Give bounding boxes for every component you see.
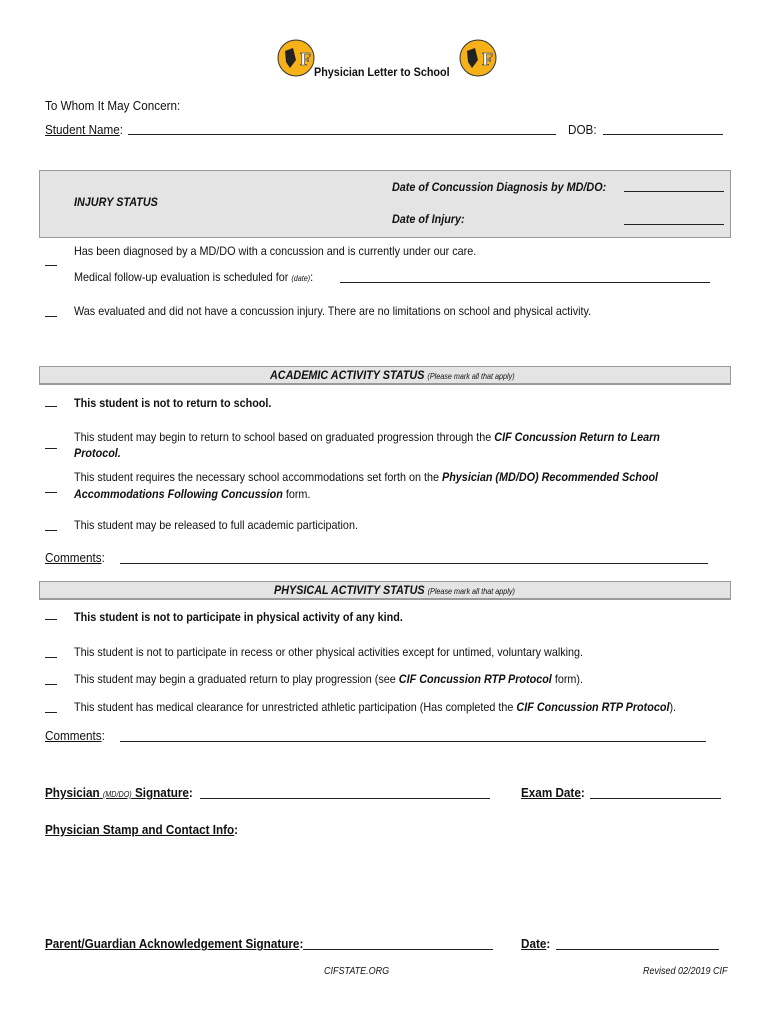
greeting: To Whom It May Concern: [45, 98, 181, 113]
cif-logo-right [458, 38, 498, 78]
divider [39, 599, 731, 600]
physical-option-none: This student is not to participate in physical activity of any kind. [74, 610, 403, 624]
injury-date-field[interactable] [624, 224, 724, 225]
checkbox-physical-graduated[interactable] [45, 684, 57, 685]
physical-status-heading: PHYSICAL ACTIVITY STATUS (Please mark all that apply) [274, 583, 515, 597]
student-name-label: Student Name: [45, 122, 124, 137]
exam-date-field[interactable] [590, 798, 721, 799]
checkbox-physical-walking[interactable] [45, 657, 57, 658]
academic-status-heading: ACADEMIC ACTIVITY STATUS (Please mark all that apply) [270, 368, 515, 382]
parent-date-field[interactable] [556, 949, 719, 950]
dob-label: DOB: [568, 122, 597, 137]
checkbox-injury-none[interactable] [45, 316, 57, 317]
physician-signature-field[interactable] [200, 798, 490, 799]
exam-date-label: Exam Date: [521, 785, 585, 800]
physical-option-walking: This student is not to participate in recess or other physical activities except for untimed, voluntary walking. [74, 645, 584, 659]
academic-option-no-return: This student is not to return to school. [74, 396, 272, 410]
svg-text:F: F [300, 49, 311, 69]
cif-logo-icon [458, 38, 498, 78]
physician-stamp-area[interactable] [45, 842, 725, 926]
parent-signature-field[interactable] [303, 949, 493, 950]
physical-comments-field[interactable] [120, 741, 706, 742]
checkbox-academic-no-return[interactable] [45, 406, 57, 407]
parent-date-label: Date: [521, 936, 551, 951]
checkbox-academic-accommodations[interactable] [45, 492, 57, 493]
injury-option-none: Was evaluated and did not have a concussion injury. There are no limitations on school and physical activity. [74, 304, 592, 318]
academic-comments-field[interactable] [120, 563, 708, 564]
physician-signature-label: Physician (MD/DO) Signature: [45, 785, 193, 800]
svg-text:F: F [482, 49, 493, 69]
footer-site: CIFSTATE.ORG [324, 966, 390, 977]
checkbox-academic-full[interactable] [45, 530, 57, 531]
academic-option-full: This student may be released to full academic participation. [74, 518, 358, 532]
followup-label: Medical follow-up evaluation is scheduled for (date): [74, 270, 314, 284]
diagnosis-date-field[interactable] [624, 191, 724, 192]
injury-option-concussion: Has been diagnosed by a MD/DO with a concussion and is currently under our care. [74, 244, 477, 258]
injury-date-label: Date of Injury: [392, 212, 465, 226]
cif-logo-left [276, 38, 316, 78]
cif-logo-icon [276, 38, 316, 78]
academic-option-accommodations: This student requires the necessary school accommodations set forth on the Physician (MD/DO) Recommended School [74, 470, 659, 484]
footer-revised: Revised 02/2019 CIF [643, 966, 728, 977]
physical-option-clearance: This student has medical clearance for unrestricted athletic participation (Has completed the CIF Concussion RTP Protocol). [74, 700, 677, 714]
divider [39, 384, 731, 385]
academic-comments-label: Comments: [45, 550, 105, 565]
checkbox-physical-none[interactable] [45, 619, 57, 620]
followup-date-field[interactable] [340, 282, 710, 283]
student-name-field[interactable] [128, 134, 556, 135]
diagnosis-date-label: Date of Concussion Diagnosis by MD/DO: [392, 180, 607, 194]
page-title: Physician Letter to School [314, 65, 450, 79]
dob-field[interactable] [603, 134, 723, 135]
parent-signature-label: Parent/Guardian Acknowledgement Signature: [45, 936, 304, 951]
physical-comments-label: Comments: [45, 728, 105, 743]
physical-option-graduated: This student may begin a graduated return to play progression (see CIF Concussion RTP Protocol form). [74, 672, 584, 686]
checkbox-physical-clearance[interactable] [45, 712, 57, 713]
academic-option-graduated: This student may begin to return to school based on graduated progression through the CIF Concussion Return to Learn [74, 430, 660, 444]
academic-option-graduated-cont: Protocol. [74, 446, 121, 460]
physician-stamp-label: Physician Stamp and Contact Info: [45, 822, 239, 837]
checkbox-injury-concussion[interactable] [45, 265, 57, 266]
checkbox-academic-graduated[interactable] [45, 448, 57, 449]
academic-option-accommodations-cont: Accommodations Following Concussion form. [74, 487, 311, 501]
injury-status-heading: INJURY STATUS [74, 195, 158, 209]
